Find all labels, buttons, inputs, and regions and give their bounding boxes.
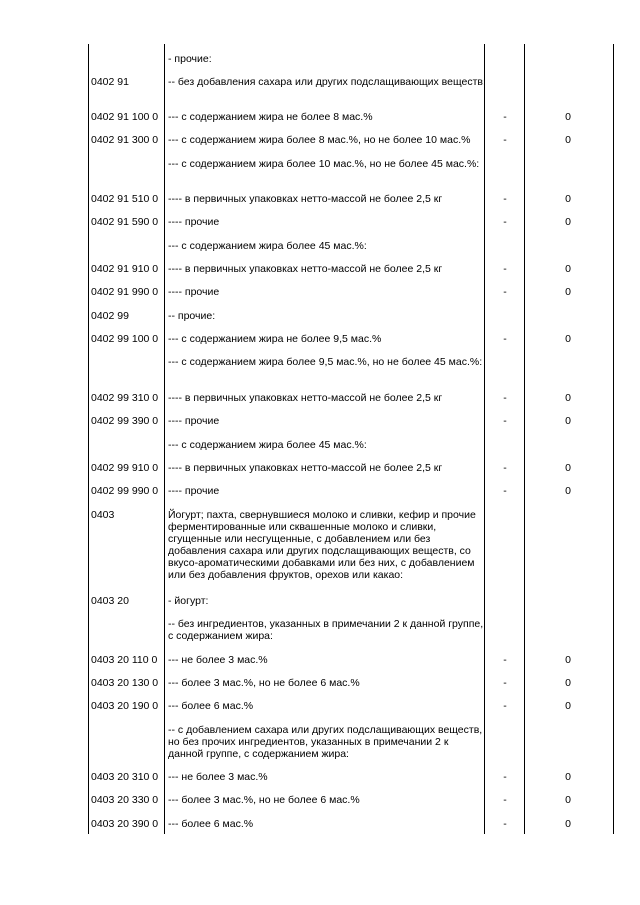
duty-rate: 0 [565,654,571,666]
tnved-code: 0402 91 910 0 [91,263,159,275]
column-divider [524,44,525,834]
tnved-code: 0402 91 510 0 [91,193,159,205]
duty-rate: 0 [565,216,571,228]
tnved-code: 0402 91 [91,76,129,88]
goods-description: Йогурт; пахта, свернувшиеся молоко и сливки, кефир и прочие ферментированные или сквашенные молоко и сливки, сгущенные или несгущенные, с добавлением или без добавления сахара или других подслащивающих веществ, со вкусо-ароматическими добавками или без них, с добавлением или без добавления фруктов, орехов или какао: [168,509,476,581]
unit-cell: - [503,700,507,712]
goods-description: ---- прочие [168,415,220,427]
unit-cell: - [503,216,507,228]
unit-cell: - [503,818,507,830]
goods-description: ---- в первичных упаковках нетто-массой не более 2,5 кг [168,263,443,275]
duty-rate: 0 [565,286,571,298]
tnved-code: 0402 91 300 0 [91,134,159,146]
duty-rate: 0 [565,677,571,689]
goods-description: --- не более 3 мас.% [168,771,268,783]
tnved-code: 0403 20 330 0 [91,794,159,806]
goods-description: ---- в первичных упаковках нетто-массой не более 2,5 кг [168,193,443,205]
unit-cell: - [503,286,507,298]
tnved-code: 0403 20 190 0 [91,700,159,712]
duty-rate: 0 [565,818,571,830]
goods-description: -- без ингредиентов, указанных в примечании 2 к данной группе, с содержанием жира: [168,618,484,642]
goods-description: --- с содержанием жира более 8 мас.%, но не более 10 мас.% [168,134,471,146]
goods-description: --- более 6 мас.% [168,818,254,830]
goods-description: --- с содержанием жира не более 9,5 мас.% [168,333,382,345]
duty-rate: 0 [565,333,571,345]
duty-rate: 0 [565,392,571,404]
duty-rate: 0 [565,134,571,146]
goods-description: -- с добавлением сахара или других подслащивающих веществ, но без прочих ингредиентов, указанных в примечании 2 к данной группе, с содержанием жира: [168,724,483,760]
unit-cell: - [503,771,507,783]
tnved-code: 0402 99 990 0 [91,485,159,497]
goods-description: --- с содержанием жира более 9,5 мас.%, но не более 45 мас.%: [168,356,483,368]
goods-description: --- более 3 мас.%, но не более 6 мас.% [168,794,360,806]
goods-description: --- более 6 мас.% [168,700,254,712]
tnved-code: 0403 20 110 0 [91,654,158,666]
unit-cell: - [503,263,507,275]
goods-description: ---- в первичных упаковках нетто-массой не более 2,5 кг [168,462,443,474]
goods-description: ---- прочие [168,216,220,228]
tnved-code: 0402 91 100 0 [91,111,159,123]
tnved-code: 0402 99 910 0 [91,462,159,474]
duty-rate: 0 [565,193,571,205]
goods-description: - прочие: [168,53,212,65]
goods-description: ---- прочие [168,286,220,298]
tnved-code: 0403 20 310 0 [91,771,159,783]
tnved-code: 0403 20 130 0 [91,677,159,689]
tnved-code: 0402 91 990 0 [91,286,159,298]
goods-description: --- с содержанием жира не более 8 мас.% [168,111,373,123]
goods-description: --- с содержанием жира более 45 мас.%: [168,240,367,252]
column-divider [613,44,614,834]
unit-cell: - [503,392,507,404]
tnved-code: 0402 99 310 0 [91,392,159,404]
goods-description: --- с содержанием жира более 10 мас.%, но не более 45 мас.%: [168,158,480,170]
unit-cell: - [503,677,507,689]
duty-rate: 0 [565,700,571,712]
tnved-code: 0403 [91,509,115,521]
unit-cell: - [503,794,507,806]
duty-rate: 0 [565,485,571,497]
unit-cell: - [503,462,507,474]
duty-rate: 0 [565,263,571,275]
goods-description: -- прочие: [168,310,216,322]
goods-description: --- более 3 мас.%, но не более 6 мас.% [168,677,360,689]
duty-rate: 0 [565,462,571,474]
unit-cell: - [503,111,507,123]
unit-cell: - [503,654,507,666]
goods-description: - йогурт: [168,595,209,607]
tnved-code: 0402 91 590 0 [91,216,159,228]
column-divider [88,44,89,834]
duty-rate: 0 [565,111,571,123]
duty-rate: 0 [565,415,571,427]
goods-description: -- без добавления сахара или других подслащивающих веществ: [168,76,486,88]
duty-rate: 0 [565,794,571,806]
goods-description: --- с содержанием жира более 45 мас.%: [168,439,367,451]
tnved-code: 0403 20 390 0 [91,818,159,830]
column-divider [164,44,165,834]
goods-description: ---- в первичных упаковках нетто-массой не более 2,5 кг [168,392,443,404]
unit-cell: - [503,193,507,205]
unit-cell: - [503,134,507,146]
tnved-code: 0402 99 100 0 [91,333,159,345]
goods-description: ---- прочие [168,485,220,497]
tnved-code: 0402 99 [91,310,129,322]
unit-cell: - [503,485,507,497]
unit-cell: - [503,415,507,427]
tnved-code: 0402 99 390 0 [91,415,159,427]
goods-description: --- не более 3 мас.% [168,654,268,666]
duty-rate: 0 [565,771,571,783]
tnved-code: 0403 20 [91,595,129,607]
unit-cell: - [503,333,507,345]
